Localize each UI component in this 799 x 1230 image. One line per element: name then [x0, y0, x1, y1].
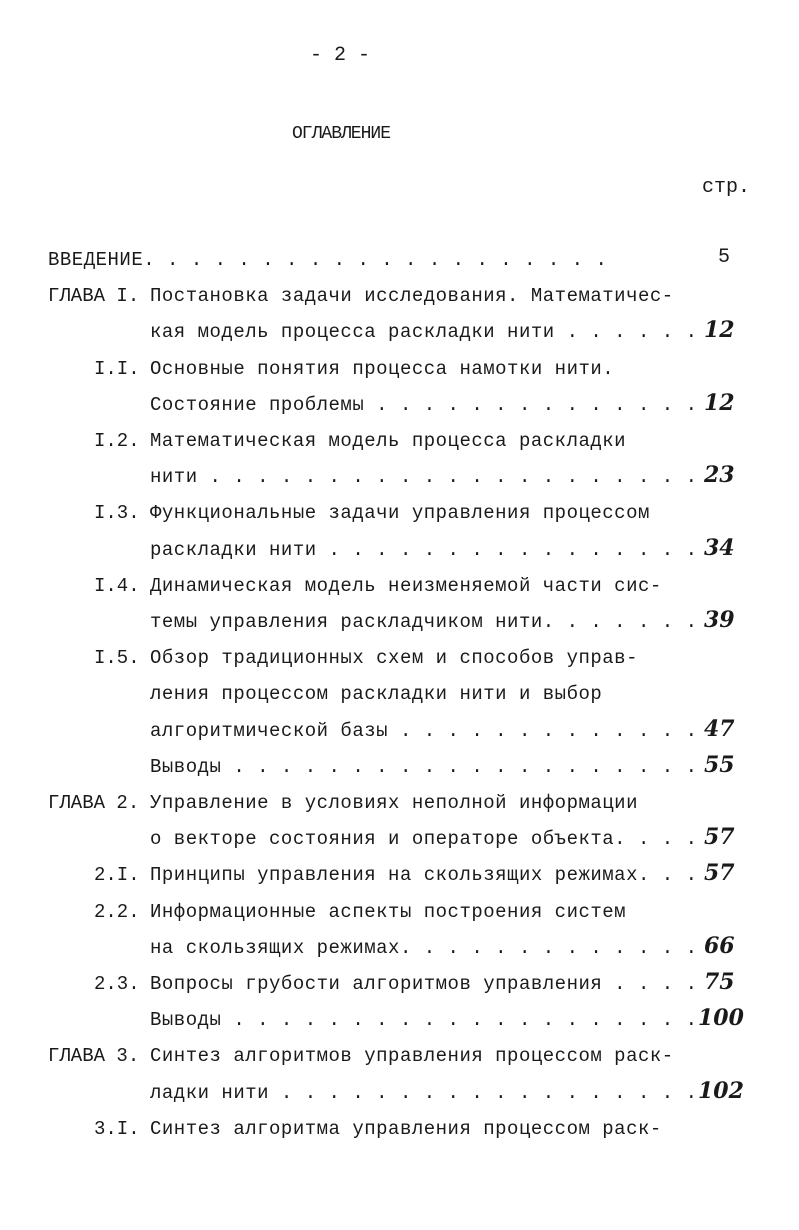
toc-entry-text: Информационные аспекты построения систем: [150, 900, 627, 923]
toc-entry-number: I.3.: [94, 502, 140, 525]
toc-entry-text: о векторе состояния и операторе объекта. . . .: [150, 828, 698, 851]
page-title: ОГЛАВЛЕНИЕ: [292, 124, 391, 144]
toc-entry-text: раскладки нити . . . . . . . . . . . . . . . .: [150, 538, 698, 561]
toc-entry-text: Функциональные задачи управления процессом: [150, 502, 650, 525]
toc-entry-text: Состояние проблемы . . . . . . . . . . . . . .: [150, 393, 698, 416]
toc-entry-number: 3.I.: [94, 1117, 140, 1140]
toc-entry-text: Синтез алгоритма управления процессом раск-: [150, 1117, 662, 1140]
toc-entry-page: 5: [718, 246, 731, 269]
toc-entry-number: 2.2.: [94, 900, 140, 923]
toc-entry-text: нити . . . . . . . . . . . . . . . . . . . . .: [150, 466, 698, 489]
toc-entry-number: ГЛАВА 3.: [48, 1045, 140, 1068]
toc-entry-text: Выводы . . . . . . . . . . . . . . . . . . . .: [150, 755, 698, 778]
toc-entry-number: I.4.: [94, 574, 140, 597]
page-number: - 2 -: [309, 44, 370, 67]
toc-entry-text: Выводы . . . . . . . . . . . . . . . . . . . .: [150, 1009, 698, 1032]
toc-entry-text: ладки нити . . . . . . . . . . . . . . . . . .: [150, 1081, 698, 1104]
toc-entry-page: 75: [704, 969, 735, 995]
toc-entry-page: 12: [704, 389, 735, 416]
toc-entry-text: Обзор традиционных схем и способов управ-: [150, 647, 638, 670]
toc-entry-text: Вопросы грубости алгоритмов управления . . . .: [150, 973, 698, 995]
toc-entry-page: 12: [704, 317, 735, 344]
toc-entry-number: ГЛАВА 2.: [48, 792, 140, 814]
toc-entry-text: Управление в условиях неполной информации: [150, 792, 638, 814]
toc-entry-text: кая модель процесса раскладки нити . . . . . .: [150, 321, 698, 344]
toc-entry-number: I.5.: [94, 647, 140, 670]
toc-entry-number: ГЛАВА I.: [48, 285, 140, 308]
toc-entry-text: Основные понятия процесса намотки нити.: [150, 357, 615, 380]
toc-entry-page: 39: [704, 607, 735, 633]
toc-entry-page: 34: [704, 534, 735, 561]
toc-entry-text: ВВЕДЕНИЕ. . . . . . . . . . . . . . . . . . . .: [48, 249, 608, 271]
toc-entry-number: 2.3.: [94, 973, 140, 995]
toc-entry-text: Принципы управления на скользящих режимах. . .: [150, 864, 698, 887]
toc-entry-text: темы управления раскладчиком нити. . . . . . .: [150, 611, 698, 633]
toc-entry-page: 55: [704, 751, 735, 778]
toc-entry-number: I.I.: [94, 357, 140, 380]
toc-entry-page: 100: [698, 1005, 744, 1032]
toc-entry-page: 102: [698, 1077, 744, 1104]
toc-entry-number: I.2.: [94, 430, 140, 452]
toc-entry-text: алгоритмической базы . . . . . . . . . . . . .: [150, 719, 698, 742]
toc-entry-text: Математическая модель процесса раскладки: [150, 430, 627, 452]
toc-entry-text: ления процессом раскладки нити и выбор: [150, 683, 603, 706]
toc-entry-page: 66: [704, 932, 735, 959]
toc-entry-text: Постановка задачи исследования. Математичес-: [150, 285, 674, 308]
toc-entry-page: 57: [704, 824, 735, 851]
toc-entry-text: Синтез алгоритмов управления процессом раск-: [150, 1045, 674, 1068]
page-column-label: стр.: [702, 176, 751, 199]
toc-entry-number: 2.I.: [94, 864, 140, 887]
toc-entry-text: на скользящих режимах. . . . . . . . . . . . .: [150, 936, 698, 959]
toc-entry-text: Динамическая модель неизменяемой части сис-: [150, 574, 662, 597]
toc-entry-page: 23: [704, 462, 735, 489]
toc-entry-page: 57: [704, 860, 735, 887]
toc-entry-page: 47: [704, 715, 735, 742]
